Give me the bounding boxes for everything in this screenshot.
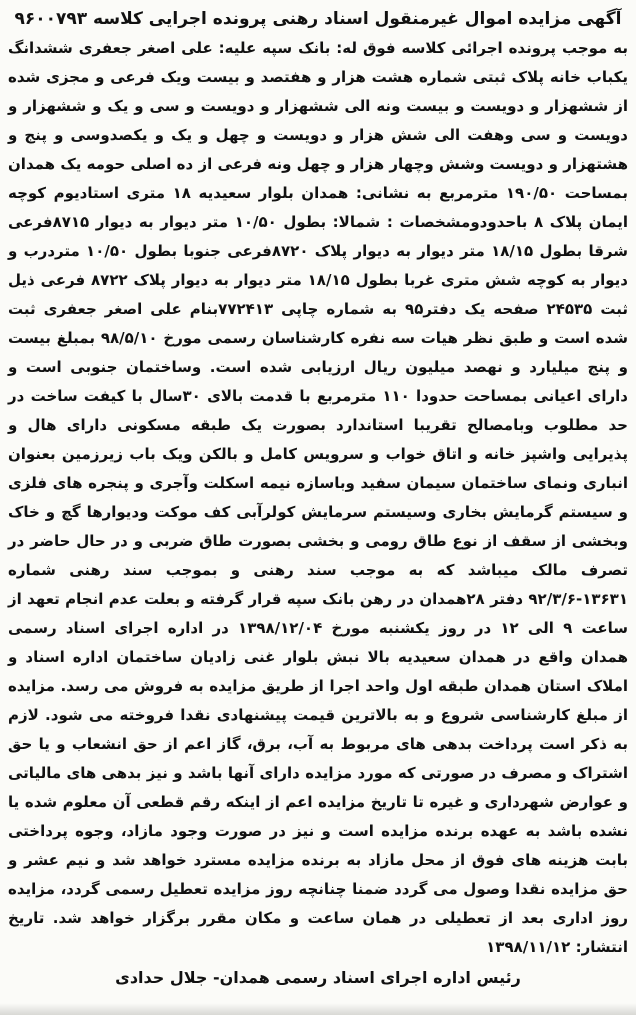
notice-body: به موجب پرونده اجرائی کلاسه فوق له: بانک سپه علیه: علی اصغر جعفری ششدانگ یکباب خانه پلاک ثبتی شماره هشت هزار و هفتصد و بیست ویک فرعی و مجزی شده از ششهزار و دویست و بیست ونه الی ششهزار و دویست و سی و یک و ششهزار و دویست و سی وهفت الی شش هزار و دویست و چهل و یک و یکصدوسی و پنج و هشتهزار و دویست وشش وچهار هزار و چهل ونه فرعی از ده اصلی حومه یک همدان بمساحت ۱۹۰/۵۰ مترمربع به نشانی: همدان بلوار سعیدیه ۱۸ متری استادیوم کوچه ایمان پلاک ۸ باحدودومشخصات : شمالا: بطول ۱۰/۵۰ متر دیوار به دیوار ۸۷۱۵فرعی شرقا بطول ۱۸/۱۵ متر دیوار به دیوار پلاک ۸۷۲۰فرعی جنوبا بطول ۱۰/۵۰ متردرب و دیوار به کوچه شش متری غربا بطول ۱۸/۱۵ متر دیوار به دیوار پلاک ۸۷۲۲ فرعی ذیل ثبت ۲۴۵۳۵ صفحه یک دفتر۹۵ به شماره چاپی ۷۷۲۴۱۳بنام علی اصغر جعفری ثبت شده است و طبق نظر هیات سه نفره کارشناسان رسمی مورخ ۹۸/۵/۱۰ بمبلغ بیست و پنج میلیارد و نهصد میلیون ریال ارزیابی شده است. وساختمان جنوبی است و دارای اعیانی بمساحت حدودا ۱۱۰ مترمربع با قدمت بالای ۳۰سال با کیفت ساخت در حد مطلوب وبامصالح تقریبا استاندارد بصورت یک طبقه مسکونی دارای هال و پذیرایی واشپز خانه و اتاق خواب و سرویس کامل و بالکن ویک باب زیرزمین بعنوان انباری ونمای ساختمان سیمان سفید وباسازه نیمه اسکلت وآجری و پنجره های فلزی و سیستم گرمایش بخاری وسیستم سرمایش کولرآبی کف موکت ودیوارها گچ و خاک وبخشی از سقف از نوع طاق رومی و بخشی بصورت طاق ضربی و در حال حاضر در تصرف مالک میباشد که به موجب سند رهنی و بموجب سند رهنی شماره ۱۳۶۳۱-۹۲/۳/۶ دفتر ۲۸همدان در رهن بانک سپه قرار گرفته و بعلت عدم انجام تعهد از ساعت ۹ الی ۱۲ در روز یکشنبه مورخ ۱۳۹۸/۱۲/۰۴ در اداره اجرای اسناد رسمی همدان واقع در همدان سعیدیه بالا نبش بلوار غنی زادیان ساختمان اداره اسناد و املاک استان همدان طبقه اول واحد اجرا از طریق مزایده به فروش می رسد. مزایده از مبلغ کارشناسی شروع و به بالاترین قیمت پیشنهادی نقدا فروخته می شود. لازم به ذکر است پرداخت بدهی های مربوط به آب، برق، گاز اعم از حق انشعاب و یا حق اشتراک و مصرف در صورتی که مورد مزایده دارای آنها باشد و نیز بدهی های مالیاتی و عوارض شهرداری و غیره تا تاریخ مزایده اعم از اینکه رقم قطعی آن معلوم شده یا نشده باشد به عهده برنده مزایده است و نیز در صورت وجود مازاد، وجوه پرداختی بابت هزینه های فوق از محل مازاد به برنده مزایده مسترد خواهد شد و نیم عشر و حق مزایده نقدا وصول می گردد ضمنا چنانچه روز مزایده تعطیل رسمی گردد، مزایده روز اداری بعد از تعطیلی در همان ساعت و مکان مقرر برگزار خواهد شد. تاریخ انتشار: ۱۳۹۸/۱۱/۱۲ <box>8 39 629 956</box>
notice-signature: رئیس اداره اجرای اسناد رسمی همدان- جلال حدادی <box>115 968 521 987</box>
notice-title: آگهی مزایده اموال غیرمنقول اسناد رهنی پرونده اجرایی کلاسه ۹۶۰۰۷۹۳ <box>14 9 622 29</box>
page-bottom-edge <box>0 1003 636 1015</box>
